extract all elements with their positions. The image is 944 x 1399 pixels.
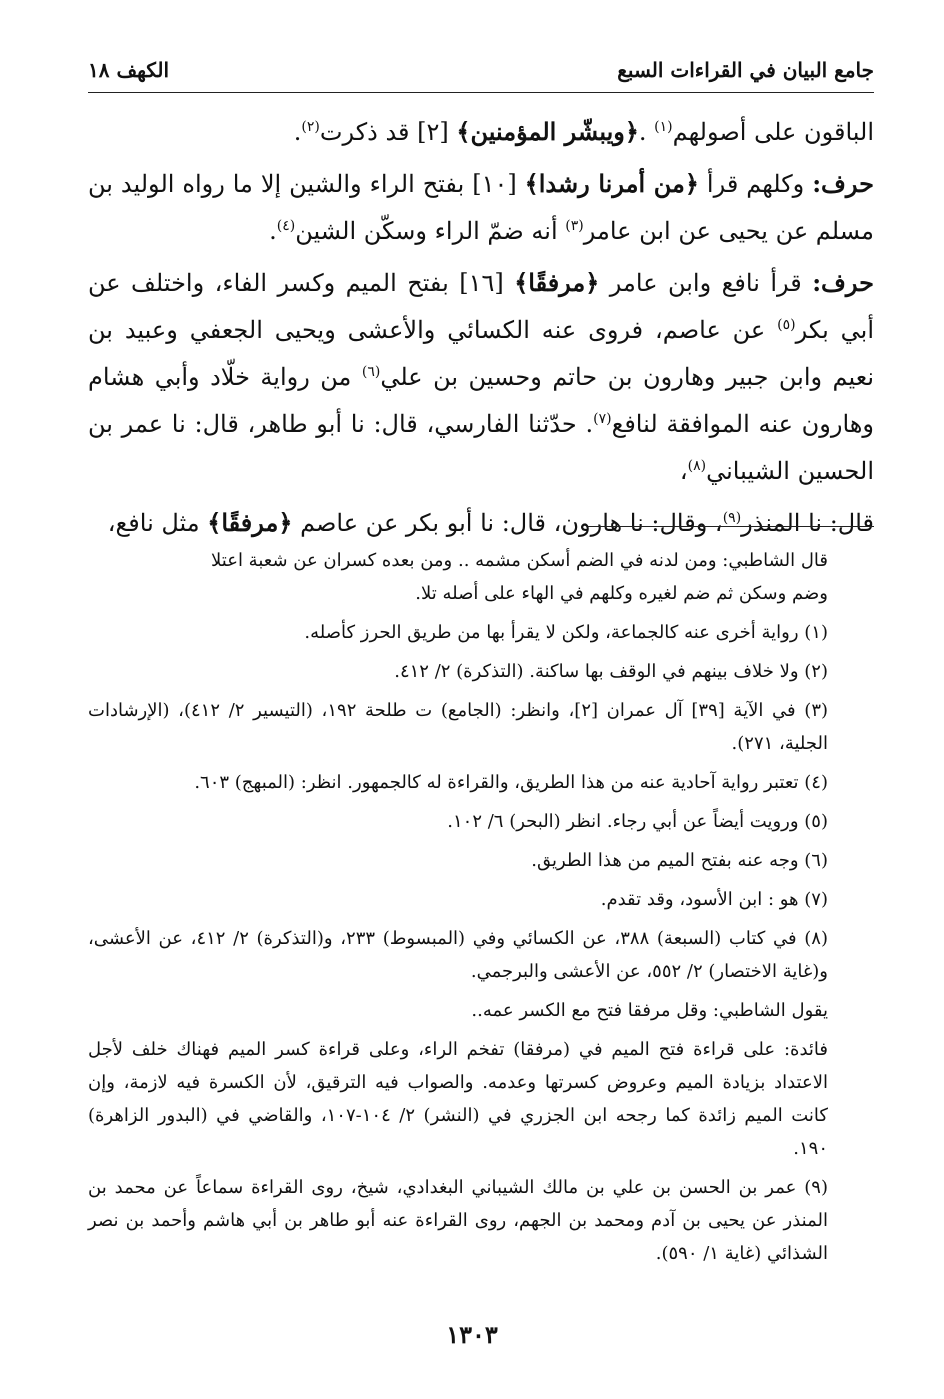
main-text — [88, 108, 874, 551]
footnote-6: (٦) وجه عنه بفتح الميم من هذا الطريق. — [531, 850, 828, 871]
footnote-5: (٥) ورويت أيضاً عن أبي رجاء. انظر (البحر) ٦/ ١٠٢. — [447, 811, 828, 832]
text: ، — [679, 457, 688, 485]
footnote-9: (٩) عمر بن الحسن بن علي بن مالك الشيباني البغدادي، شيخ، روى القراءة سماعاً عن محمد بن المنذر عن يحيى بن آدم ومحمد بن الجهم، روى القراءة عنه أبو طاهر بن أبي هاشم وأحمد بن نصر الشذائي (غاية ١/ ٥٩٠). — [88, 1177, 828, 1264]
footnote-benefit: فائدة: على قراءة فتح الميم في (مرفقا) تفخم الراء، وعلى قراءة كسر الميم فهناك خلف لأجل الاعتداد بزيادة الميم وعروض كسرتها وعدمه. والصواب فيه الترقيق، لأن الكسرة فيه لازمة، وإن كانت الميم زائدة كما رجحه ابن الجزري في (النشر) ٢/ ١٠٤-١٠٧، والقاضي في (البدور الزاهرة) ١٩٠. — [88, 1039, 828, 1159]
footnote-ref: (٨) — [687, 458, 707, 474]
footnote-7: (٧) هو : ابن الأسود، وقد تقدم. — [600, 889, 828, 910]
text: . حدّثنا الفارسي، قال: نا أبو طاهر، قال: نا عمر بن الحسين الشيباني — [88, 410, 874, 485]
harf-label: حرف: — [812, 169, 875, 198]
text: [١٠] بفتح الراء والشين إلا ما رواه الوليد بن مسلم عن يحيى عن ابن عامر — [88, 170, 874, 245]
text: قرأ نافع وابن عامر — [599, 269, 813, 297]
text: عن عاصم، فروى عنه الكسائي والأعشى ويحيى الجعفي وعبيد بن نعيم وابن جبير وهارون بن حاتم وحسين بن علي — [88, 316, 875, 391]
footnote-ref: (٣) — [565, 218, 584, 234]
surah-label: الكهف ١٨ — [88, 58, 170, 82]
text: [٢] قد ذكرت — [319, 118, 457, 146]
text: قال: نا المنذر — [741, 509, 874, 537]
footnote-ref: (٢) — [301, 119, 320, 135]
page-number: ١٣٠٣ — [446, 1320, 498, 1349]
text: . — [638, 118, 655, 146]
paragraph-2 — [88, 160, 874, 255]
footnote-ref: (٩) — [722, 510, 742, 526]
text: ، وقال: نا هارون، قال: نا أبو بكر عن عاصم — [292, 509, 723, 537]
footnote-4: (٤) تعتبر رواية آحادية عنه من هذا الطريق، والقراءة له كالجمهور. انظر: (المبهج) ٦٠٣. — [194, 772, 828, 793]
quran-quote: ﴿مرفقًا﴾ — [514, 268, 600, 297]
footnote-shatibi-3: يقول الشاطبي: وقل مرفقا فتح مع الكسر عمه.. — [471, 1000, 828, 1021]
book-title: جامع البيان في القراءات السبع — [617, 58, 874, 82]
footnote-2: (٢) ولا خلاف بينهم في الوقف بها ساكنة. (التذكرة) ٢/ ٤١٢. — [394, 661, 828, 682]
footnote-shatibi-1: قال الشاطبي: ومن لدنه في الضم أسكن مشمه .. ومن بعده كسران عن شعبة اعتلا — [211, 550, 828, 571]
text: . — [269, 217, 277, 245]
paragraph-4 — [88, 499, 874, 547]
quran-quote: ﴿ويبشّر المؤمنين﴾ — [456, 117, 639, 146]
text: وكلهم قرأ — [698, 170, 813, 198]
footnote-separator — [588, 526, 874, 527]
text: أنه ضمّ الراء وسكّن الشين — [295, 217, 566, 245]
paragraph-1 — [88, 108, 874, 156]
footnotes — [88, 544, 828, 1276]
footnote-8: (٨) في كتاب (السبعة) ٣٨٨، عن الكسائي وفي (المبسوط) ٢٣٣، و(التذكرة) ٢/ ٤١٢، عن الأعشى، و(غاية الاختصار) ٢/ ٥٥٢، عن الأعشى والبرجمي. — [88, 928, 828, 982]
running-header — [88, 54, 874, 90]
footnote-ref: (٦) — [361, 364, 381, 380]
footnote-ref: (٧) — [593, 411, 612, 427]
harf-label: حرف: — [812, 268, 875, 297]
text: الباقون على أصولهم — [672, 118, 874, 146]
footnote-ref: (١) — [654, 119, 673, 135]
header-rule — [88, 92, 874, 93]
footnote-shatibi-2: وضم وسكن ثم ضم لغيره وكلهم في الهاء على أصله تلا. — [415, 583, 828, 604]
quran-quote: ﴿من أمرنا رشدا﴾ — [524, 169, 699, 198]
text: من رواية خلّاد وأبي هشام وهارون عنه الموافقة لنافع — [88, 363, 875, 438]
quran-quote: ﴿مرفقًا﴾ — [207, 508, 293, 537]
text: [١٦] بفتح الميم وكسر الفاء، واختلف عن أبي بكر — [88, 269, 875, 344]
paragraph-3 — [88, 259, 874, 495]
footnote-1: (١) رواية أخرى عنه كالجماعة، ولكن لا يقرأ بها من طريق الحرز كأصله. — [304, 622, 828, 643]
footnote-ref: (٤) — [276, 218, 296, 234]
footnote-ref: (٥) — [777, 317, 796, 333]
footnote-3: (٣) في الآية [٣٩] آل عمران [٢]، وانظر: (الجامع) ت طلحة ١٩٢، (التيسير ٢/ ٤١٢)، (الإرشادات الجلية، ٢٧١). — [88, 700, 829, 754]
text: مثل نافع، — [107, 509, 208, 537]
text: . — [293, 118, 302, 146]
